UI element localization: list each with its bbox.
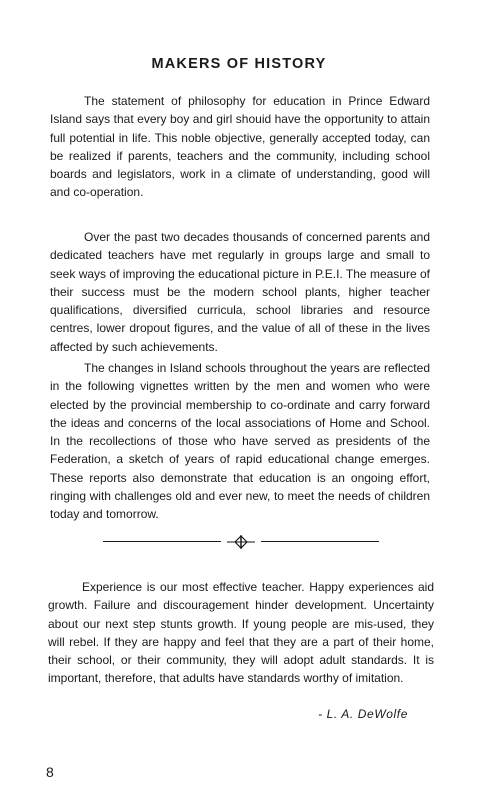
paragraph-1-text: The statement of philosophy for education in Prince Edward Island says that every boy and girl shouid have the opportunity to attain full potential in life. This noble objective, generally accepted today, can be realized if parents, teachers and the community, including school boards and legislators, work in a climate of understanding, good will and co-operation. bbox=[50, 94, 430, 200]
quote-attribution: - L. A. DeWolfe bbox=[318, 707, 408, 721]
paragraph-3-text: The changes in Island schools throughout the years are reflected in the following vignettes written by the men and women who were elected by the provincial membership to co-ordinate and carry forward the ideas and concerns of the local associations of Home and School. In the recollections of those who have served as presidents of the Federation, a sketch of years of rapid educational change emerges. These reports also demonstrate that education is an ongoing effort, ringing with challenges old and ever new, to meet the needs of children today and tomorrow. bbox=[50, 361, 430, 522]
paragraph-1 bbox=[50, 92, 430, 202]
paragraph-2-text: Over the past two decades thousands of concerned parents and dedicated teachers have met regularly in groups large and small to seek ways of improving the educational picture in P.E.I. The measure of their success must be the modern school plants, higher teacher qualifications, diversified curricula, school libraries and resource centres, lower dropout figures, and the value of all of these in the lives affected by such achievements. bbox=[50, 230, 430, 354]
paragraph-3 bbox=[50, 359, 430, 524]
paragraph-2 bbox=[50, 228, 430, 356]
page-number: 8 bbox=[46, 764, 54, 780]
divider-line-right bbox=[261, 541, 379, 542]
section-divider bbox=[103, 535, 379, 549]
page-title: MAKERS OF HISTORY bbox=[151, 56, 327, 72]
quote-block bbox=[48, 578, 434, 688]
quote-text: Experience is our most effective teacher. Happy experiences aid growth. Failure and discouragement hinder development. Uncertainty about our next step stunts growth. If young people are mis-used, they will rebel. If they are happy and feel that they are a part of their home, their school, or their community, they will adopt adult standards. It is important, therefore, that adults have standards worthy of imitation. bbox=[48, 580, 434, 686]
divider-line-left bbox=[103, 541, 221, 542]
ornament-diamond-icon bbox=[227, 535, 255, 549]
